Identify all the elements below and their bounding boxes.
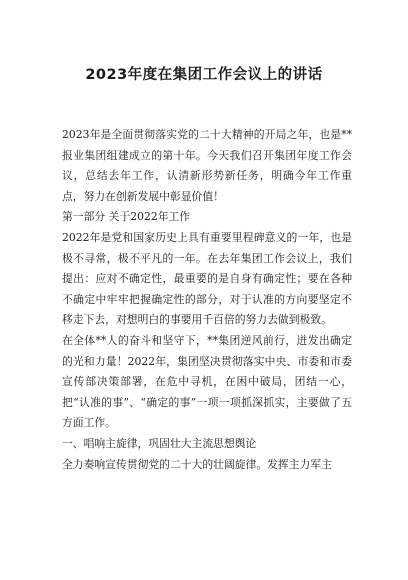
paragraph-group-effort: 在全体**人的奋斗和坚守下，**集团逆风前行，迸发出确定的光和力量！2022年，集团坚决贯彻落实中央、市委和市委宣传部决策部署，在危中寻机，在困中破局，团结一心，把“认准的事”、“确定的事”一项一项抓深抓实，主要做了五方面工作。 <box>62 333 352 430</box>
document-title: 2023年度在集团工作会议上的讲话 <box>85 67 323 83</box>
section-heading-part-one: 第一部分 关于2022年工作 <box>62 210 191 224</box>
document-body <box>62 125 352 475</box>
subsection-heading-one: 一、唱响主旋律，巩固壮大主流思想舆论 <box>62 436 257 450</box>
paragraph-intro: 2023年是全面贯彻落实党的二十大精神的开局之年，也是**报业集团组建成立的第十年。今天我们召开集团年度工作会议，总结去年工作，认清新形势新任务，明确今年工作重点，努力在创新发展中彰显价值！ <box>62 128 352 203</box>
paragraph-2022-overview: 2022年是党和国家历史上具有重要里程碑意义的一年，也是极不寻常，极不平凡的一年。在去年集团工作会议上，我们提出：应对不确定性，最重要的是自身有确定性；要在各种不确定中牢牢把握确定性的部分，对于认准的方向要坚定不移走下去，对想明白的事要用千百倍的努力去做到极致。 <box>62 230 352 327</box>
paragraph-propaganda: 全力奏响宣传贯彻党的二十大的壮阔旋律。发挥主力军主 <box>62 457 332 471</box>
